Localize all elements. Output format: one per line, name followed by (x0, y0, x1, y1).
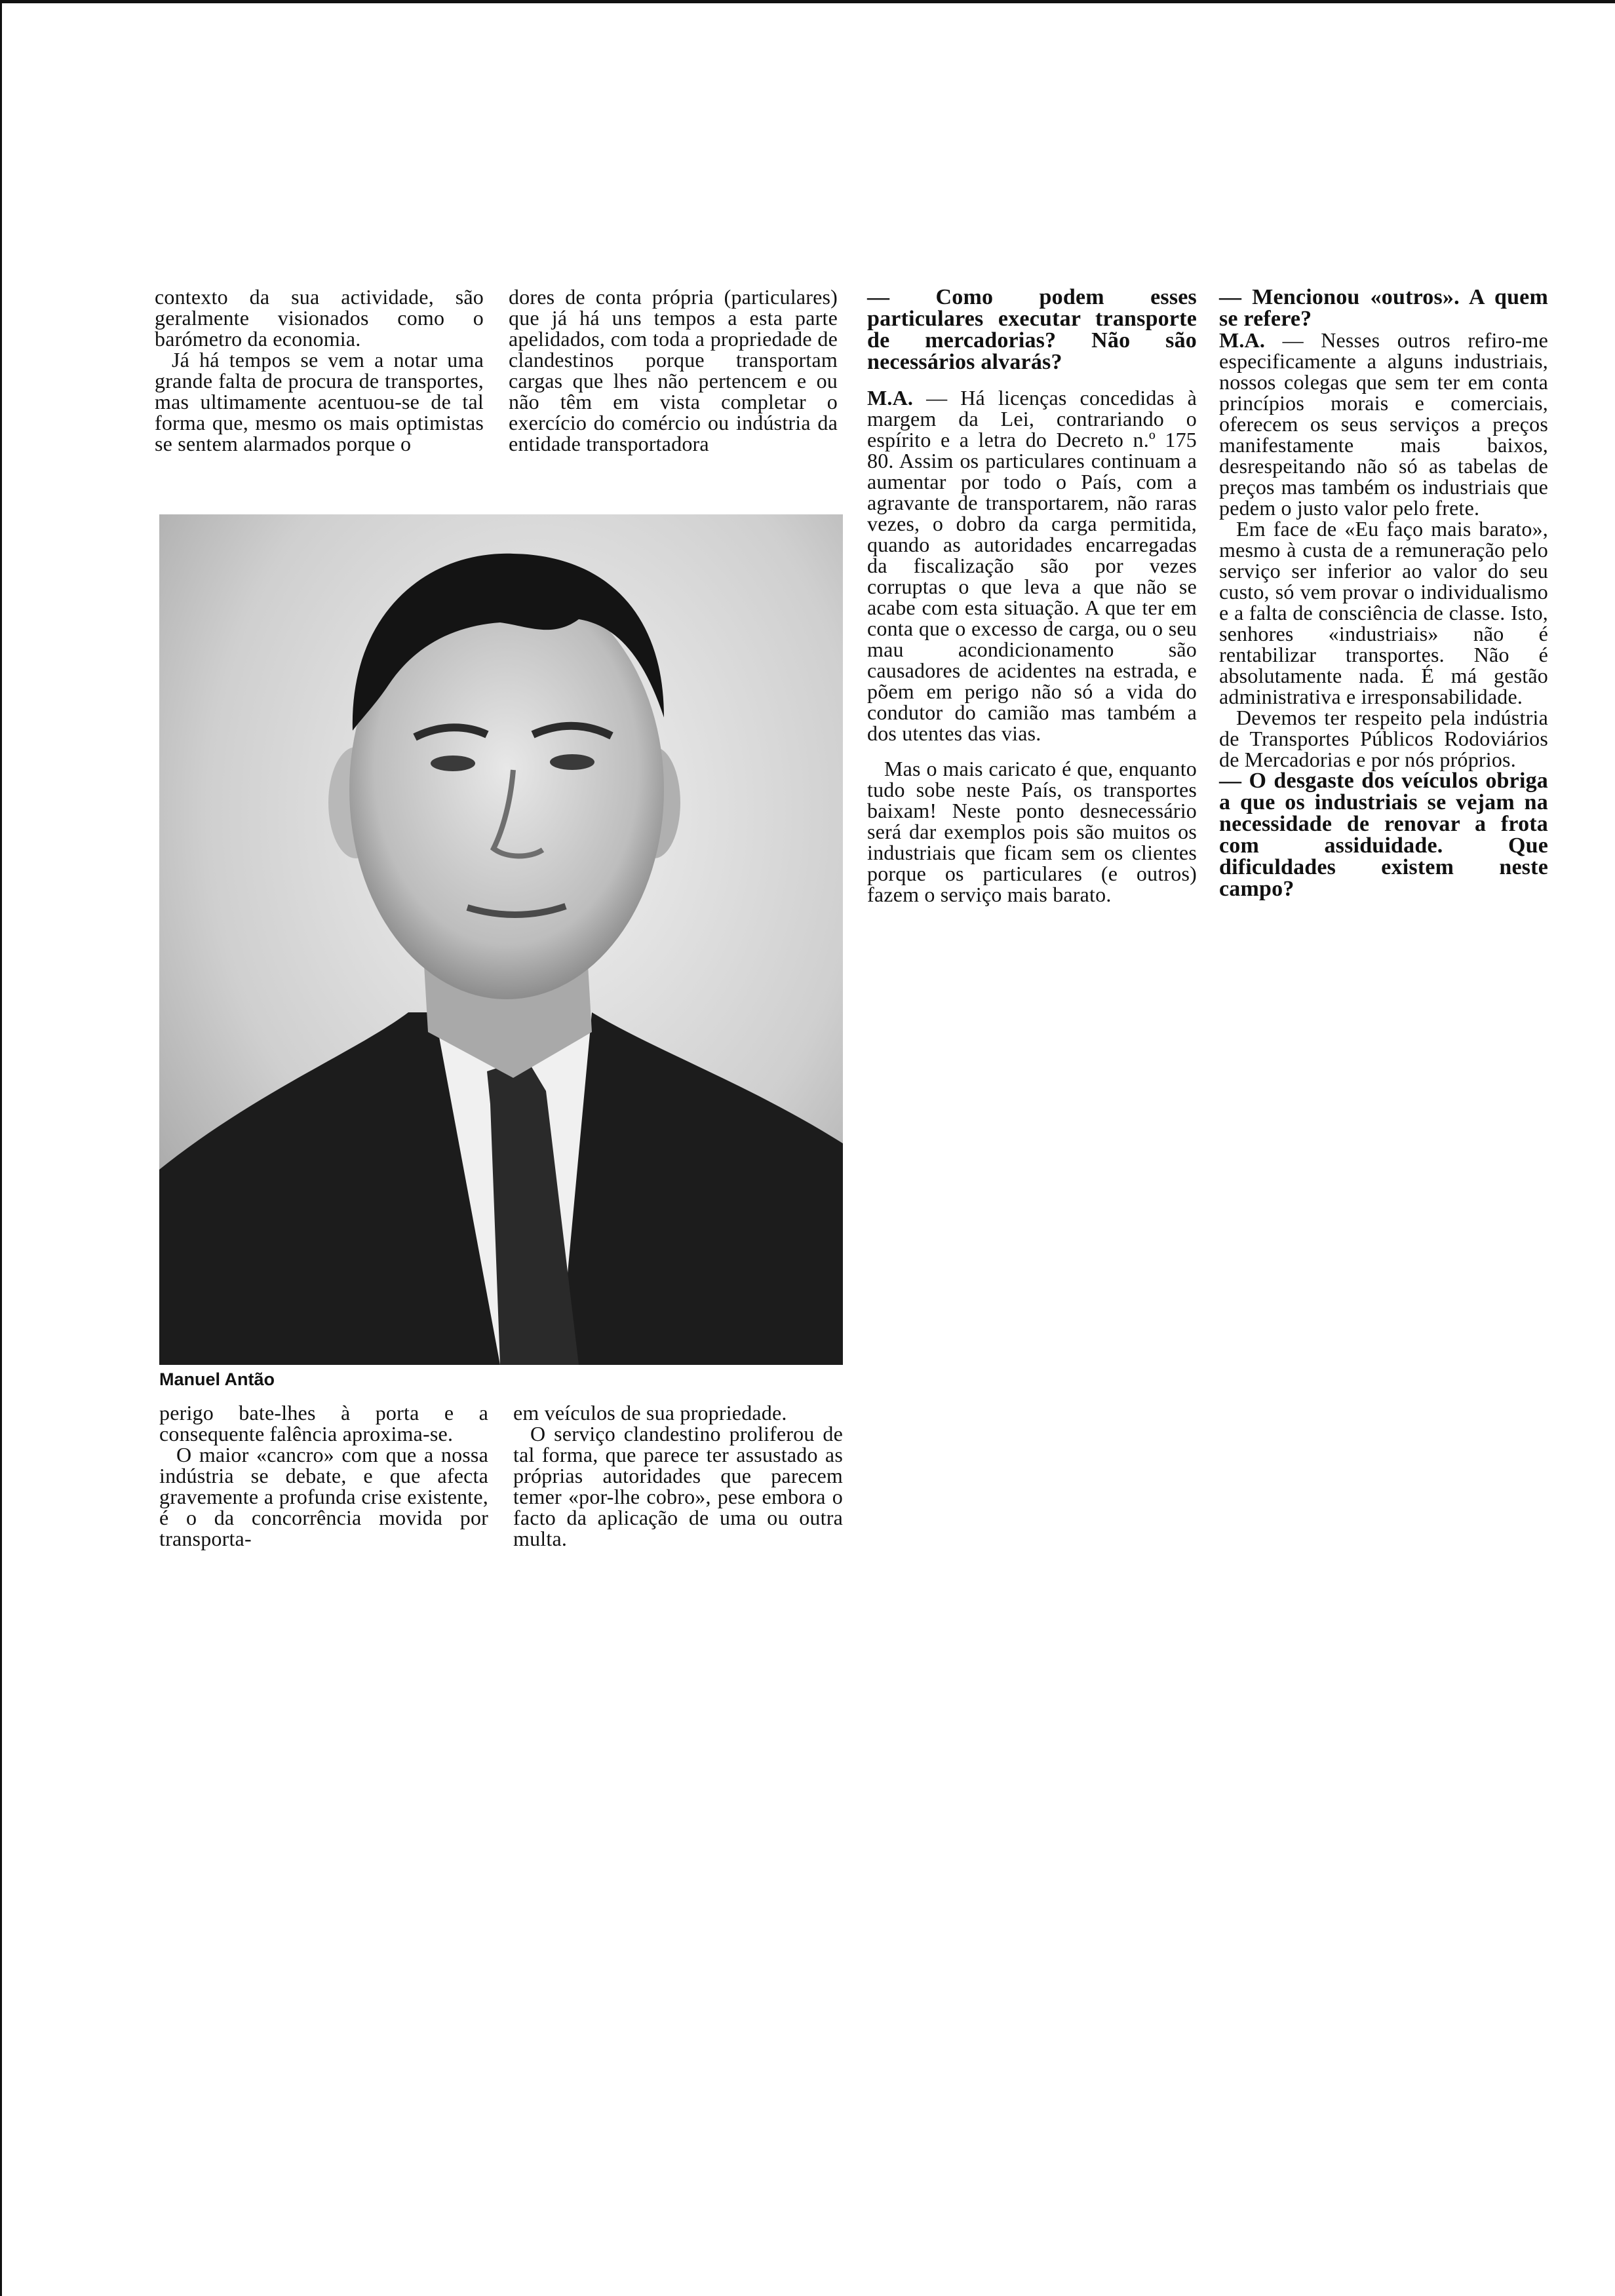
paragraph: Em face de «Eu faço mais barato», mesmo à custa de a remuneração pelo serviço ser inferior ao valor do seu custo, só vem provar o individualismo e a falta de consciência de classe. Isto, senhores «industriais» não é rentabilizar transportes. Não é absolutamente nada. É má gestão administrativa e irresponsabilidade. (1219, 517, 1548, 708)
interview-question: — O desgaste dos veículos obriga a que os industriais se vejam na necessidade de renovar a frota com assiduidade. Que dificuldades existem neste campo? (1219, 769, 1548, 901)
interview-question: — Mencionou «outros». A quem se refere? (1219, 285, 1548, 331)
article-column-3 (867, 286, 1197, 905)
answer-label: M.A. (867, 386, 914, 410)
paragraph: Já há tempos se vem a notar uma grande falta de procura de transportes, mas ultimamente acentuou-se de tal forma que, mesmo os mais optimistas se sentem alarmados porque o (155, 348, 484, 455)
paragraph: em veículos de sua propriedade. (513, 1401, 787, 1425)
answer-label: M.A. (1219, 328, 1266, 352)
interview-answer: — Nesses outros refiro-me especificamente a alguns industriais, nossos colegas que sem ter em conta princípios morais e comerciais, oferecem os seus serviços a preços manifestamente mais baixos, desrespeitando não só as tabelas de preços mas também os industriais que pedem o justo valor pelo frete. (1219, 328, 1548, 520)
paragraph: Devemos ter respeito pela indústria de Transportes Públicos Rodoviários de Mercadorias e por nós próprios. (1219, 706, 1548, 771)
paragraph: O maior «cancro» com que a nossa indústria se debate, e que afecta gravemente a profunda crise existente, é o da concorrência movida por transporta- (159, 1443, 488, 1550)
photo-caption: Manuel Antão (159, 1369, 275, 1389)
paragraph: Mas o mais caricato é que, enquanto tudo sobe neste País, os transportes baixam! Neste ponto desnecessário será dar exemplos pois são muitos os industriais que ficam sem os clientes porque os particulares (e outros) fazem o serviço mais barato. (867, 757, 1197, 906)
article-column-1 (155, 286, 484, 454)
article-column-5 (159, 1402, 488, 1549)
interview-question: — Como podem esses particulares executar transporte de mercadorias? Não são necessários alvarás? (867, 285, 1197, 374)
paragraph: dores de conta própria (particulares) que já há uns tempos a esta parte apelidados, com toda a propriedade de clandestinos porque transportam cargas que lhes não pertencem e ou não têm em vista completar o exercício do comércio ou indústria da entidade transportadora (509, 285, 838, 455)
paragraph: O serviço clandestino proliferou de tal forma, que parece ter assustado as próprias autoridades que parecem temer «por-lhe cobro», pese embora o facto da aplicação de uma ou outra multa. (513, 1422, 843, 1550)
paragraph: contexto da sua actividade, são geralmente visionados como o barómetro da economia. (155, 285, 484, 351)
portrait-photo (159, 514, 843, 1365)
paragraph: perigo bate-lhes à porta e a consequente falência aproxima-se. (159, 1401, 488, 1445)
article-column-4 (1219, 286, 1548, 900)
article-column-6 (513, 1402, 843, 1549)
article-column-2 (509, 286, 838, 454)
interview-answer: — Há licenças concedidas à margem da Lei, contrariando o espírito e a letra do Decreto n.º 175 80. Assim os particulares continuam a aumentar por todo o País, com a agravante de transportarem, não raras vezes, o dobro da carga permitida, quando as autoridades encarregadas da fiscalização são por vezes corruptas o que leva a que não se acabe com esta situação. A que ter em conta que o excesso de carga, ou o seu mau acondicionamento são causadores de acidentes na estrada, e põem em perigo não só a vida do condutor do camião mas também a dos utentes das vias. (867, 386, 1197, 745)
